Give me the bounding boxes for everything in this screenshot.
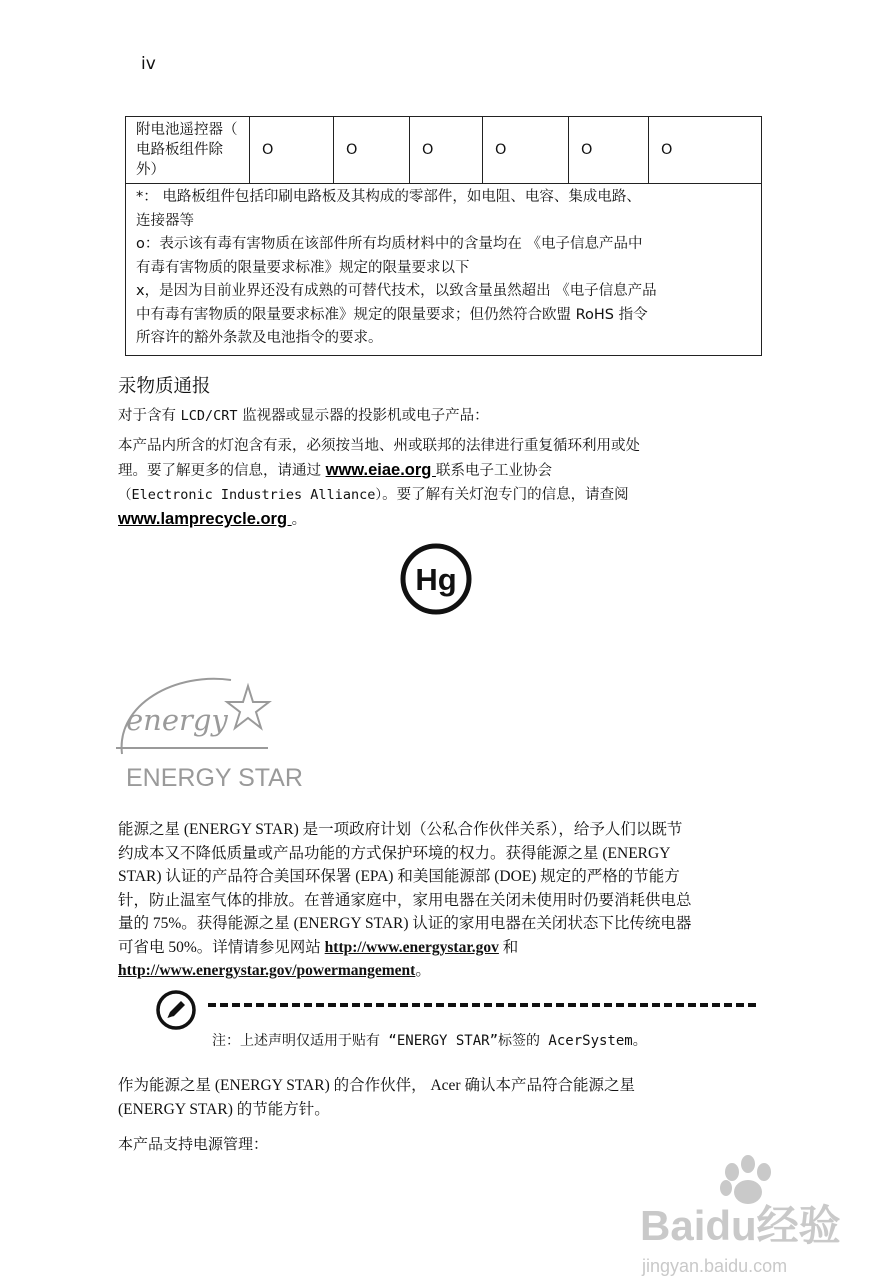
paragraph-line [118,458,768,483]
paragraph-text: 。 [415,962,431,979]
paragraph-line [118,483,768,507]
page-number: iv [141,54,156,74]
note-line: 有毒有害物质的限量要求标准》规定的限量要求以下 [136,259,470,276]
mercury-paragraph [118,434,768,532]
paragraph-line [118,936,768,960]
energystar-gov-link[interactable]: http://www.energystar.gov [324,938,499,956]
intro-text: 对于含有 [118,408,181,424]
paragraph-text: 。 [291,512,307,528]
paragraph-line [118,959,768,983]
eiae-link[interactable]: www.eiae.org [325,461,436,479]
paragraph-line: 针，防止温室气体的排放。在普通家庭中，家用电器在关闭未使用时仍要消耗供电总 [118,891,692,909]
note-line: *： 电路板组件包括印刷电路板及其构成的零部件，如电阻、电容、集成电路、 [136,189,641,205]
table-row [126,117,762,184]
paragraph-text: 联系电子工业协会 [435,463,552,479]
component-name-line: 附电池遥控器（ [136,122,238,138]
mercury-section-title: 汞物质通报 [118,376,211,397]
paragraph-line: 约成本又不降低质量或产品功能的方式保护环境的权力。获得能源之星 (ENERGY [118,844,671,862]
partner-paragraph [118,1074,768,1121]
energy-star-logo-icon [116,664,303,794]
intro-text: LCD/CRT [180,408,238,424]
paragraph-line: 本产品内所含的灯泡含有汞，必须按当地、州或联邦的法律进行重复循环利用或处 [118,438,640,454]
paragraph-line: 作为能源之星 (ENERGY STAR) 的合作伙伴， Acer 确认本产品符合能源之星 [118,1077,635,1094]
mercury-hg-icon [398,541,474,617]
note-pen-icon [156,990,196,1030]
note-line: 所容许的豁外条款及电池指令的要求。 [136,330,383,346]
paragraph-line: 能源之星 (ENERGY STAR) 是一项政府计划（公私合作伙伴关系），给予人们以既节 [118,821,683,838]
paragraph-text: 。要了解有关灯泡专门的信息，请查阅 [382,487,629,503]
paragraph-text: （Electronic Industries Alliance） [118,487,383,503]
watermark-url: jingyan.baidu.com [642,1256,788,1276]
energy-star-note: 注：上述声明仅适用于贴有 “ENERGY STAR”标签的 AcerSystem。 [212,1033,647,1049]
note-line: o：表示该有毒有害物质在该部件所有均质材料中的含量均在 《电子信息产品中 [136,236,643,252]
table-notes-row [126,184,762,356]
substance-mark-cell: O [410,117,483,184]
note-divider [208,1003,756,1007]
mercury-intro [118,404,768,428]
watermark-brand: Baidu经验 [640,1202,841,1249]
note-line: 中有毒有害物质的限量要求标准》规定的限量要求；但仍然符合欧盟 RoHS 指令 [136,306,648,323]
substance-mark-cell: O [483,117,569,184]
substance-mark-cell: O [569,117,649,184]
table-notes [126,184,762,356]
paragraph-line: 量的 75%。获得能源之星 (ENERGY STAR) 认证的家用电器在关闭状态下比传统电器 [118,915,692,932]
energy-star-caption: ENERGY STAR [126,764,303,792]
note-line: 连接器等 [136,212,194,229]
paragraph-text: 和 [498,938,519,956]
component-name-line: 电路板组件除 [136,142,223,158]
component-name-line: 外） [136,162,165,178]
component-name-cell [126,117,250,184]
energy-star-paragraph [118,818,768,983]
substance-mark-cell: O [334,117,410,184]
hazardous-substance-table [125,116,762,356]
power-management-text: 本产品支持电源管理： [118,1135,269,1153]
hg-symbol-text: Hg [415,562,457,597]
baidu-jingyan-watermark [640,1150,870,1280]
paragraph-text: 理。要了解更多的信息，请通过 [118,463,326,479]
substance-mark-cell: O [250,117,334,184]
energy-script-text: energy [126,703,228,737]
paragraph-line: STAR) 认证的产品符合美国环保署 (EPA) 和美国能源部 (DOE) 规定的严格的节能方 [118,868,680,885]
paragraph-line [118,507,768,532]
paw-icon [720,1155,771,1204]
lamprecycle-link[interactable]: www.lamprecycle.org [118,510,292,528]
note-line: x，是因为目前业界还没有成熟的可替代技术，以致含量虽然超出 《电子信息产品 [136,283,657,299]
substance-mark-cell: O [649,117,762,184]
intro-text: 监视器或显示器的投影机或电子产品： [237,408,489,424]
paragraph-line: (ENERGY STAR) 的节能方针。 [118,1100,330,1118]
paragraph-text: 可省电 50%。详情请参见网站 [118,938,325,956]
energystar-powermanagement-link[interactable]: http://www.energystar.gov/powermangement [118,962,416,979]
